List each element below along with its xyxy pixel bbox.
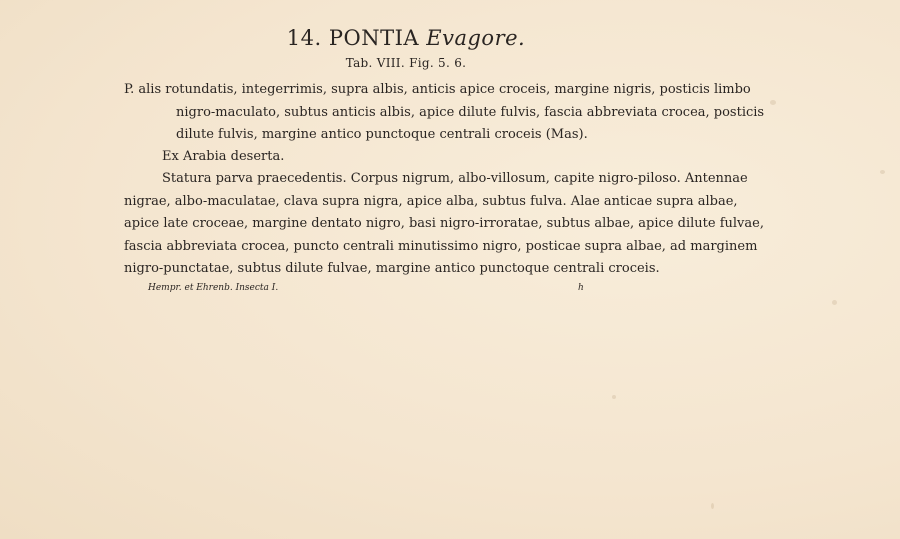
foxing-spot (832, 300, 837, 305)
foxing-spot (770, 100, 776, 105)
description-line: nigro-punctatae, subtus dilute fulvae, margine antico punctoque centrali croceis. (124, 261, 660, 276)
description-line: nigrae, albo-maculatae, clava supra nigra, apice alba, subtus fulva. Alae anticae supra albae, (124, 194, 738, 209)
signature-mark: h (578, 283, 584, 293)
footer-source: Hempr. et Ehrenb. Insecta I. (148, 283, 279, 293)
foxing-spot (612, 395, 616, 399)
plate-reference: Tab. VIII. Fig. 5. 6. (345, 56, 467, 70)
diagnosis-line: P. alis rotundatis, integerrimis, supra albis, anticis apice croceis, margine nigris, posticis limbo (124, 82, 751, 97)
description-line: apice late croceae, margine dentato nigro, basi nigro-irroratae, subtus albae, apice dilute fulvae, (124, 216, 764, 231)
locality-text: Ex Arabia deserta. (162, 149, 285, 164)
species-heading (0, 26, 812, 50)
diagnosis-line: nigro-maculato, subtus anticis albis, apice dilute fulvis, fascia abbreviata crocea, posticis (176, 105, 765, 120)
foxing-spot (880, 170, 885, 174)
species-number: 14. (286, 26, 322, 50)
description-line: Statura parva praecedentis. Corpus nigrum, albo-villosum, capite nigro-piloso. Antennae (162, 171, 748, 186)
diagnosis-line: dilute fulvis, margine antico punctoque centrali croceis (Mas). (176, 127, 588, 142)
foxing-spot (711, 503, 714, 509)
species-name: Evagore. (426, 26, 526, 50)
genus-name: PONTIA (328, 26, 420, 50)
description-line: fascia abbreviata crocea, puncto centrali minutissimo nigro, posticae supra albae, ad marginem (124, 239, 758, 254)
